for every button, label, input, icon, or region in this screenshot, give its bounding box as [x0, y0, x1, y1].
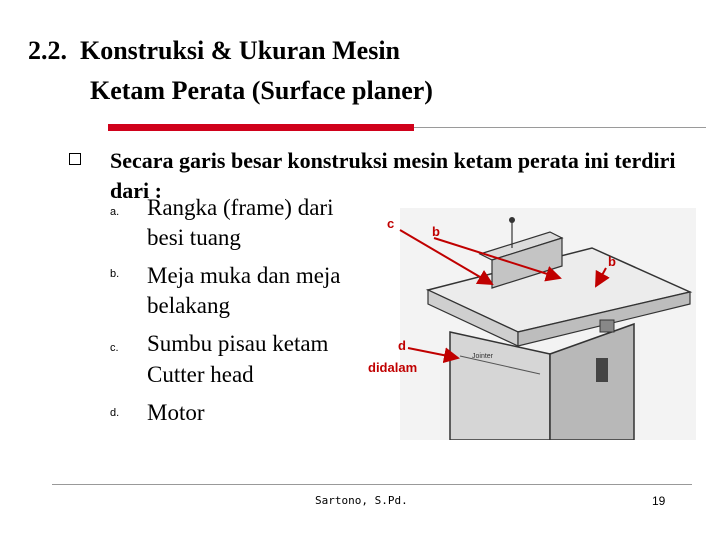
item-d-line1: Motor [147, 400, 205, 425]
title-line-2: Ketam Perata (Surface planer) [90, 76, 433, 105]
item-marker-c: c. [110, 342, 119, 354]
item-b-line2: belakang [147, 293, 231, 318]
item-marker-a: a. [110, 206, 120, 218]
footer-divider [52, 484, 692, 485]
label-b-right: b [608, 254, 616, 269]
item-a-line2: besi tuang [147, 225, 241, 250]
footer-author: Sartono, S.Pd. [315, 494, 408, 507]
title-line-1: 2.2. Konstruksi & Ukuran Mesin [28, 36, 400, 65]
svg-text:Jointer: Jointer [472, 353, 494, 360]
item-marker-d: d. [110, 407, 120, 419]
label-d: d [398, 338, 406, 353]
label-b-top: b [432, 224, 440, 239]
item-b-line1: Meja muka dan meja [147, 263, 341, 288]
label-c: c [387, 216, 395, 231]
item-c-line2: Cutter head [147, 362, 254, 387]
label-didalam: didalam [368, 360, 418, 375]
page-number: 19 [652, 494, 666, 508]
item-a-line1: Rangka (frame) dari [147, 195, 334, 220]
item-c-line1: Sumbu pisau ketam [147, 331, 329, 356]
item-marker-b: b. [110, 268, 120, 280]
lead-text: Secara garis besar konstruksi mesin ketam perata ini terdiri dari : [110, 148, 676, 203]
